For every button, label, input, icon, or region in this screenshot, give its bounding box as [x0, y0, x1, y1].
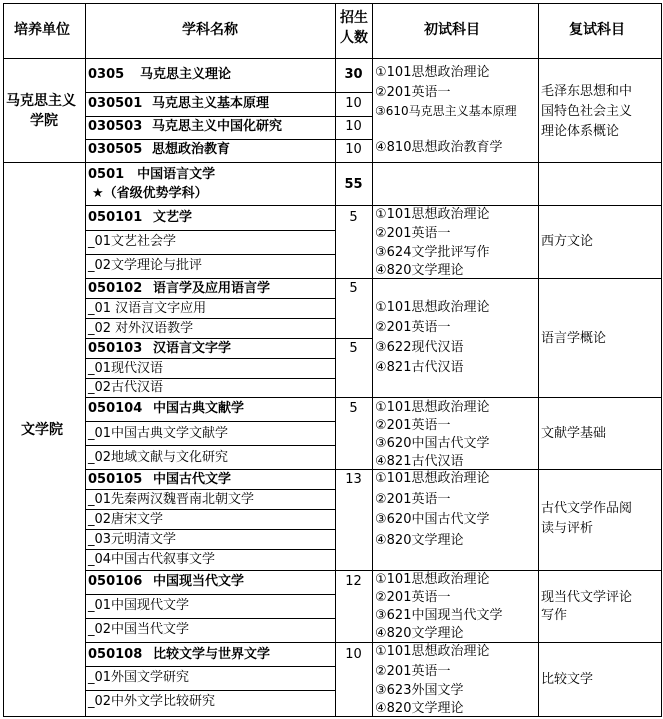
row-divider [3, 3, 661, 4]
exam1-item: ①101思想政治理论 [375, 572, 490, 587]
direction-item: _02地域文献与文化研究 [88, 450, 229, 465]
discipline-line1: 0501 中国语言文学 [88, 167, 216, 182]
unit-lit: 文学院 [21, 422, 63, 438]
exam1-item: ②201英语一 [375, 664, 451, 679]
subject-code: 050106 [88, 574, 143, 589]
row-divider [3, 716, 661, 717]
direction-item: _02古代汉语 [88, 380, 164, 395]
exam1-item: ④810思想政治教育学 [375, 140, 503, 155]
direction-item: _01先秦两汉魏晋南北朝文学 [88, 492, 255, 507]
column-divider [3, 3, 4, 717]
direction-item: _01中国古典文学文献学 [88, 426, 229, 441]
exam1-item: ④820文学理论 [375, 263, 464, 278]
row-divider [85, 92, 372, 93]
exam1-item: ③620中国古代文学 [375, 512, 490, 527]
exam1-item: ③621中国现当代文学 [375, 608, 503, 623]
quota-value: 5 [349, 341, 358, 356]
unit-marx-line1: 马克思主义 [6, 93, 76, 109]
subject-name: 语言学及应用语言学 [153, 281, 271, 296]
exam1-item: ①101思想政治理论 [375, 300, 490, 315]
exam2-item: 比较文学 [541, 672, 594, 687]
exam1-item: ④820文学理论 [375, 701, 464, 716]
exam1-item: ②201英语一 [375, 226, 451, 241]
exam2-item: 现当代文学评论 [541, 590, 633, 605]
exam1-item: ④820文学理论 [375, 626, 464, 641]
row-divider [85, 594, 335, 595]
exam1-item: ③624文学批评写作 [375, 245, 490, 260]
direction-item: _01中国现代文学 [88, 598, 190, 613]
exam1-item: ②201英语一 [375, 320, 451, 335]
direction-item: _03元明清文学 [88, 532, 177, 547]
row-divider [85, 666, 335, 667]
exam2-item: 语言学概论 [541, 331, 607, 346]
direction-item: _01文艺社会学 [88, 234, 177, 249]
row-divider [85, 230, 335, 231]
unit-marx-line2: 学院 [30, 113, 58, 129]
discipline-line2: ★（省级优势学科） [92, 186, 208, 201]
row-divider [85, 421, 335, 422]
quota-value: 10 [345, 142, 362, 157]
exam2-item: 写作 [541, 608, 568, 623]
column-divider [538, 3, 539, 717]
quota-value: 5 [349, 401, 358, 416]
row-divider [85, 618, 335, 619]
row-divider [85, 397, 661, 398]
exam2-item: 毛泽东思想和中 [541, 84, 633, 99]
subject-name: 马克思主义理论 [140, 67, 232, 82]
column-divider [372, 3, 373, 717]
subject-name: 比较文学与世界文学 [153, 647, 271, 662]
subject-code: 050101 [88, 210, 143, 225]
subject-name: 文艺学 [153, 210, 193, 225]
exam2-item: 理论体系概论 [541, 124, 620, 139]
row-divider [85, 642, 661, 643]
exam2-item: 读与评析 [541, 521, 594, 536]
direction-item: _02中国当代文学 [88, 622, 190, 637]
exam1-item: ②201英语一 [375, 590, 451, 605]
exam2-item: 西方文论 [541, 234, 594, 249]
subject-code: 0305 [88, 67, 125, 82]
column-divider [661, 3, 662, 717]
direction-item: _02文学理论与批评 [88, 258, 203, 273]
subject-name: 马克思主义中国化研究 [152, 119, 283, 134]
direction-item: _01现代汉语 [88, 361, 164, 376]
header-unit: 培养单位 [14, 22, 70, 38]
exam2-item: 古代文学作品阅 [541, 501, 633, 516]
row-divider [85, 205, 661, 206]
direction-item: _01 汉语言文字应用 [88, 301, 207, 316]
row-divider [85, 570, 661, 571]
row-divider [85, 690, 335, 691]
quota-value: 30 [344, 67, 363, 82]
exam1-item: ①101思想政治理论 [375, 207, 490, 222]
exam2-item: 文献学基础 [541, 426, 607, 441]
quota-value: 10 [345, 647, 362, 662]
exam1-item: ②201英语一 [375, 418, 451, 433]
exam1-item: ①101思想政治理论 [375, 65, 490, 80]
exam1-item: ①101思想政治理论 [375, 400, 490, 415]
quota-value: 10 [345, 96, 362, 111]
row-divider [3, 58, 661, 59]
subject-name: 汉语言文字学 [153, 341, 232, 356]
subject-code: 050105 [88, 472, 143, 487]
subject-name: 中国古典文献学 [153, 401, 245, 416]
exam1-item: ③610马克思主义基本原理 [375, 104, 517, 118]
subject-code: 050104 [88, 401, 143, 416]
subject-code: 030501 [88, 96, 143, 111]
row-divider [85, 254, 335, 255]
header-subject: 学科名称 [182, 22, 238, 38]
column-divider [85, 3, 86, 717]
direction-item: _02 对外汉语教学 [88, 321, 194, 336]
exam1-item: ③623外国文学 [375, 683, 464, 698]
exam1-item: ④821古代汉语 [375, 454, 464, 469]
exam1-item: ③622现代汉语 [375, 340, 464, 355]
exam1-item: ③620中国古代文学 [375, 436, 490, 451]
quota-value: 5 [349, 281, 358, 296]
direction-item: _02中外文学比较研究 [88, 694, 216, 709]
quota-value: 10 [345, 119, 362, 134]
header-quota: 招生人数 [340, 10, 368, 46]
subject-code: 030505 [88, 142, 143, 157]
row-divider [85, 445, 335, 446]
subject-name: 马克思主义基本原理 [152, 96, 270, 111]
direction-item: _04中国古代叙事文学 [88, 552, 216, 567]
exam1-item: ②201英语一 [375, 492, 451, 507]
subject-name: 中国古代文学 [153, 472, 232, 487]
direction-item: _02唐宋文学 [88, 512, 164, 527]
direction-item: _01外国文学研究 [88, 670, 190, 685]
exam1-item: ②201英语一 [375, 85, 451, 100]
exam1-item: ①101思想政治理论 [375, 471, 490, 486]
subject-code: 050102 [88, 281, 143, 296]
header-exam2: 复试科目 [569, 22, 625, 38]
discipline-quota: 55 [344, 177, 363, 192]
row-divider [3, 162, 661, 163]
subject-code: 050108 [88, 647, 143, 662]
exam1-item: ①101思想政治理论 [375, 644, 490, 659]
exam2-item: 国特色社会主义 [541, 104, 633, 119]
subject-code: 050103 [88, 341, 143, 356]
quota-value: 12 [345, 574, 362, 589]
quota-value: 5 [349, 210, 358, 225]
exam1-item: ④821古代汉语 [375, 360, 464, 375]
header-exam1: 初试科目 [424, 22, 480, 38]
exam1-item: ④820文学理论 [375, 533, 464, 548]
quota-value: 13 [345, 472, 362, 487]
subject-code: 030503 [88, 119, 143, 134]
subject-name: 中国现当代文学 [153, 574, 245, 589]
subject-name: 思想政治教育 [152, 142, 231, 157]
